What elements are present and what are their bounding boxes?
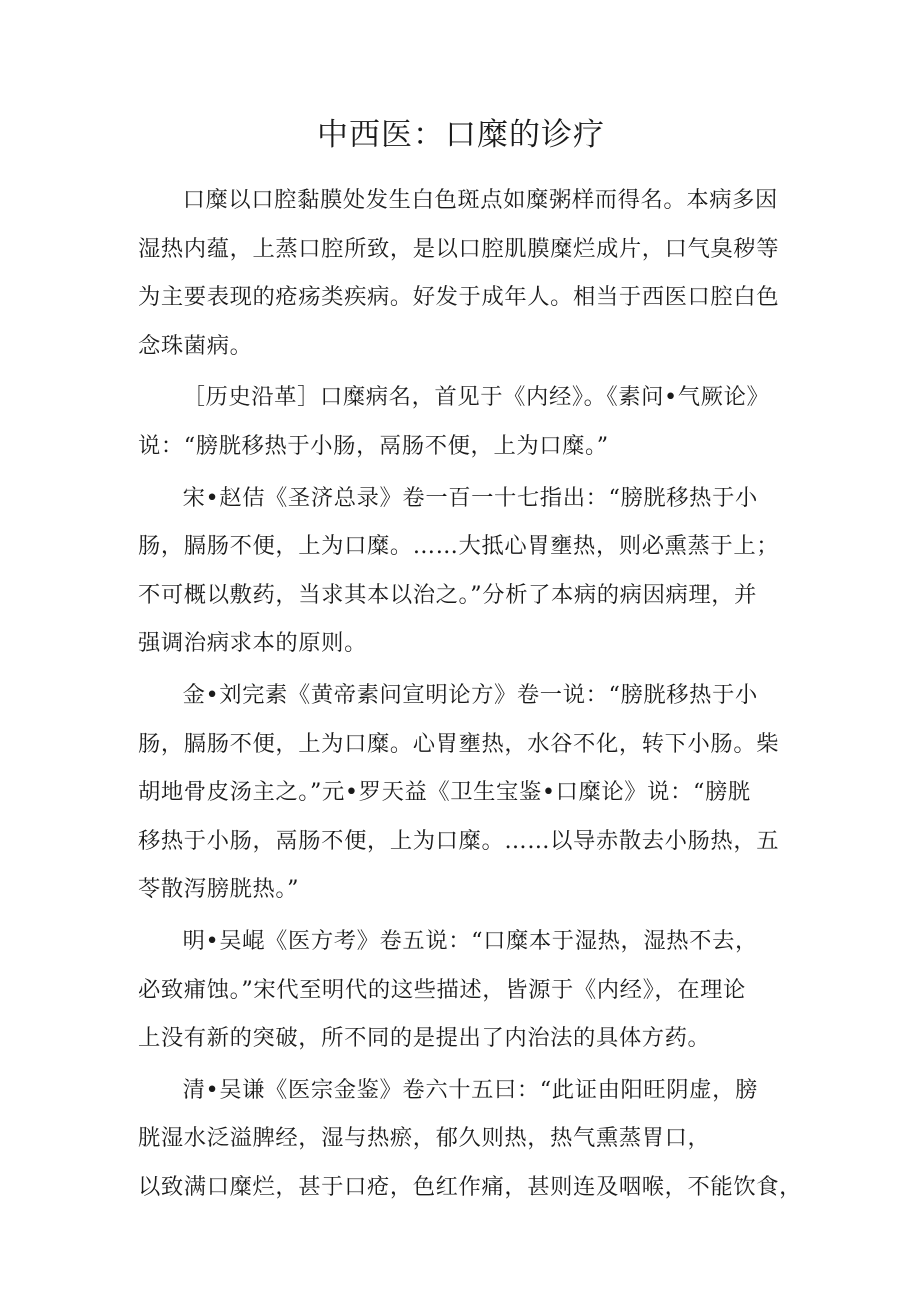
text-line: 口糜以口腔黏膜处发生白色斑点如糜粥样而得名。本病多因: [182, 187, 778, 213]
text-line: 念珠菌病。: [138, 332, 253, 359]
paragraph: [138, 474, 784, 668]
text-line: ［历史沿革］口糜病名，首见于《内经》。《素问•气厥论》: [182, 384, 770, 411]
document-page: [138, 112, 803, 1214]
text-line: 不可概以敷药，当求其本以治之。”分析了本病的病因病理，并: [138, 581, 758, 608]
text-line: 湿热内蕴，上蒸口腔所致，是以口腔肌膜糜烂成片，口气臭秽等: [138, 235, 780, 262]
paragraph: [138, 917, 784, 1063]
paragraph: [138, 671, 784, 914]
text-line: 苓散泻膀胱热。”: [138, 876, 300, 903]
text-line: 必致痡蚀。”宋代至明代的这些描述，皆源于《内经》，在理论: [138, 976, 746, 1003]
text-line: 以致满口糜烂，甚于口疮，色红作痛，甚则连及咽喉，不能饮食，: [138, 1173, 803, 1200]
text-line: 上没有新的突破，所不同的是提出了内治法的具体方药。: [138, 1025, 711, 1052]
paragraph: [138, 373, 784, 470]
paragraph: [138, 1066, 803, 1212]
text-line: 为主要表现的疮疡类疾病。好发于成年人。相当于西医口腔白色: [138, 284, 780, 311]
text-line: 清•吴谦《医宗金鉴》卷六十五曰：“此证由阳旺阴虚，膀: [182, 1076, 758, 1103]
text-line: 胱湿水泛溢脾经，湿与热瘀，郁久则热，热气熏蒸胃口，: [138, 1125, 711, 1152]
text-line: 胡地骨皮汤主之。”元•罗天益《卫生宝鉴•口糜论》说：“膀胱: [138, 779, 751, 806]
text-line: 金•刘完素《黄帝素问宣明论方》卷一说：“膀胱移热于小: [182, 681, 758, 708]
text-line: 宋•赵佶《圣济总录》卷一百一十七指出：“膀胱移热于小: [182, 484, 758, 511]
text-line: 移热于小肠，鬲肠不便，上为口糜。……以导赤散去小肠热，五: [138, 827, 780, 854]
text-line: 明•吴崐《医方考》卷五说：“口糜本于湿热，湿热不去，: [182, 927, 758, 954]
text-line: 肠，膈肠不便，上为口糜。……大抵心胃壅热，则必熏蒸于上；: [138, 533, 780, 560]
document-body: [138, 176, 803, 1211]
text-line: 强调治病求本的原则。: [138, 630, 367, 657]
text-line: 肠，膈肠不便，上为口糜。心胃壅热，水谷不化，转下小肠。柴: [138, 730, 780, 757]
text-line: 说：“膀胱移热于小肠，鬲肠不便，上为口糜。”: [138, 432, 609, 459]
paragraph: [138, 176, 784, 370]
document-title: 中西医：口糜的诊疗: [317, 117, 605, 153]
